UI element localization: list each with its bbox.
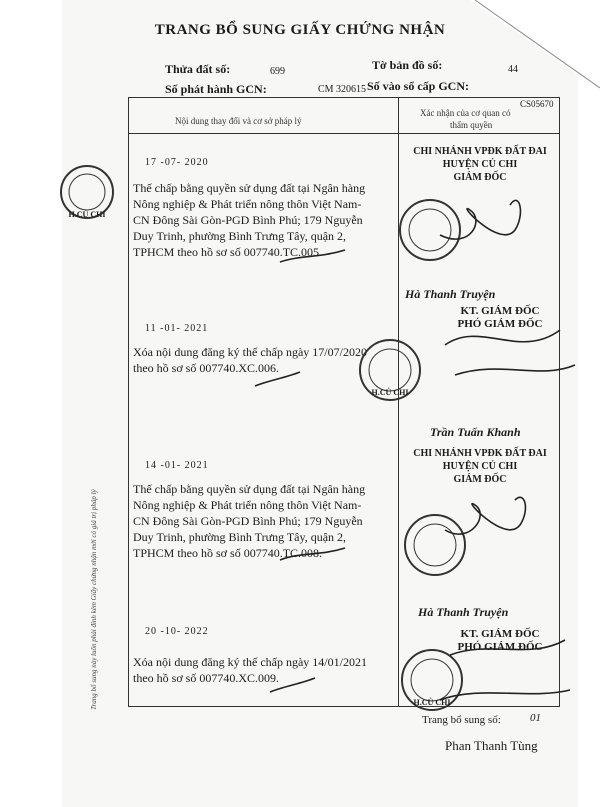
official-stamp-inner: [369, 349, 411, 391]
entry-line: Thế chấp bằng quyền sử dụng đất tại Ngân hàng: [133, 181, 366, 195]
underline-mark: [280, 250, 345, 262]
official-stamp-inner: [409, 209, 451, 251]
entry-line: Xóa nội dung đăng ký thế chấp ngày 14/01/2021: [133, 655, 367, 669]
margin-note: Trang bổ sung này luôn phải đính kèm Giấy chứng nhận mới có giá trị pháp lý: [90, 489, 98, 710]
office-name: CHI NHÁNH VPĐK ĐẤT ĐAI: [413, 146, 547, 157]
entry-line: Xóa nội dung đăng ký thế chấp ngày 17/07/2020: [133, 345, 367, 359]
cert-value: CM 320615: [318, 84, 367, 95]
entry-date: 17 -07- 2020: [145, 157, 209, 168]
underline-mark: [280, 548, 345, 560]
stamp-label: H.CỦ CHI: [413, 698, 451, 707]
signature-mark: [455, 365, 575, 375]
office-district: HUYỆN CỦ CHI: [442, 159, 518, 170]
column-header-confirmation-2: thẩm quyền: [450, 120, 493, 130]
office-name: CHI NHÁNH VPĐK ĐẤT ĐAI: [413, 448, 547, 459]
cert-label: Số phát hành GCN:: [165, 82, 267, 96]
document-title: TRANG BỔ SUNG GIẤY CHỨNG NHẬN: [154, 22, 446, 38]
entry-date: 11 -01- 2021: [145, 323, 209, 334]
sheet-value: 44: [508, 64, 518, 75]
parcel-value: 699: [270, 66, 285, 77]
entry-line: CN Đông Sài Gòn-PGD Bình Phú; 179 Nguyễn: [133, 514, 363, 528]
official-stamp-inner: [414, 524, 456, 566]
entry-date: 20 -10- 2022: [145, 626, 209, 637]
stamp-label: H.CỦ CHI: [68, 210, 106, 219]
official-stamp-inner: [69, 174, 105, 210]
entry-line: Duy Trinh, phường Bình Trưng Tây, quận 2,: [133, 530, 347, 544]
column-header-confirmation-1: Xác nhận của cơ quan có: [420, 108, 511, 118]
signature-mark: [445, 497, 525, 534]
office-title: PHÓ GIÁM ĐỐC: [457, 318, 543, 330]
office-district: HUYỆN CỦ CHI: [442, 461, 518, 472]
entry-line: theo hồ sơ số 007740.XC.009.: [133, 671, 280, 685]
office-title: PHÓ GIÁM ĐỐC: [457, 641, 543, 653]
parcel-label: Thửa đất số:: [165, 62, 231, 76]
office-title: GIÁM ĐỐC: [453, 474, 507, 485]
signature-mark: [440, 200, 520, 239]
official-stamp-inner: [411, 659, 453, 701]
stamp-label: H.CỦ CHI: [371, 388, 409, 397]
page-number-value: 01: [530, 712, 541, 724]
entry-line: Nông nghiệp & Phát triển nông thôn Việt Nam-: [133, 498, 362, 512]
entry-date: 14 -01- 2021: [145, 460, 209, 471]
entry-line: TPHCM theo hồ sơ số 007740.TC.008.: [133, 546, 323, 560]
register-label: Số vào sổ cấp GCN:: [367, 79, 470, 93]
signer-name: Trần Tuấn Khanh: [430, 425, 521, 439]
signer-name: Hà Thanh Truyện: [418, 605, 509, 619]
footer-signer-name: Phan Thanh Tùng: [445, 738, 538, 753]
entry-line: TPHCM theo hồ sơ số 007740.TC.005.: [133, 245, 323, 259]
underline-mark: [255, 372, 300, 386]
sheet-label: Tờ bản đồ số:: [372, 58, 443, 72]
column-header-changes: Nội dung thay đổi và cơ sở pháp lý: [175, 116, 302, 126]
office-title: KT. GIÁM ĐỐC: [460, 305, 540, 317]
entry-line: theo hồ sơ số 007740.XC.006.: [133, 361, 280, 375]
office-title: GIÁM ĐỐC: [453, 172, 507, 183]
entry-line: Thế chấp bằng quyền sử dụng đất tại Ngân hàng: [133, 482, 366, 496]
register-value: CS05670: [520, 99, 554, 109]
entry-line: CN Đông Sài Gòn-PGD Bình Phú; 179 Nguyễn: [133, 213, 363, 227]
signer-name: Hà Thanh Truyện: [405, 287, 496, 301]
office-title: KT. GIÁM ĐỐC: [460, 628, 540, 640]
signature-mark: [450, 640, 565, 655]
entry-line: Duy Trinh, phường Bình Trưng Tây, quận 2,: [133, 229, 347, 243]
entry-line: Nông nghiệp & Phát triển nông thôn Việt Nam-: [133, 197, 362, 211]
page-number-label: Trang bổ sung số:: [422, 714, 501, 726]
underline-mark: [270, 678, 315, 692]
signature-mark: [445, 330, 560, 345]
